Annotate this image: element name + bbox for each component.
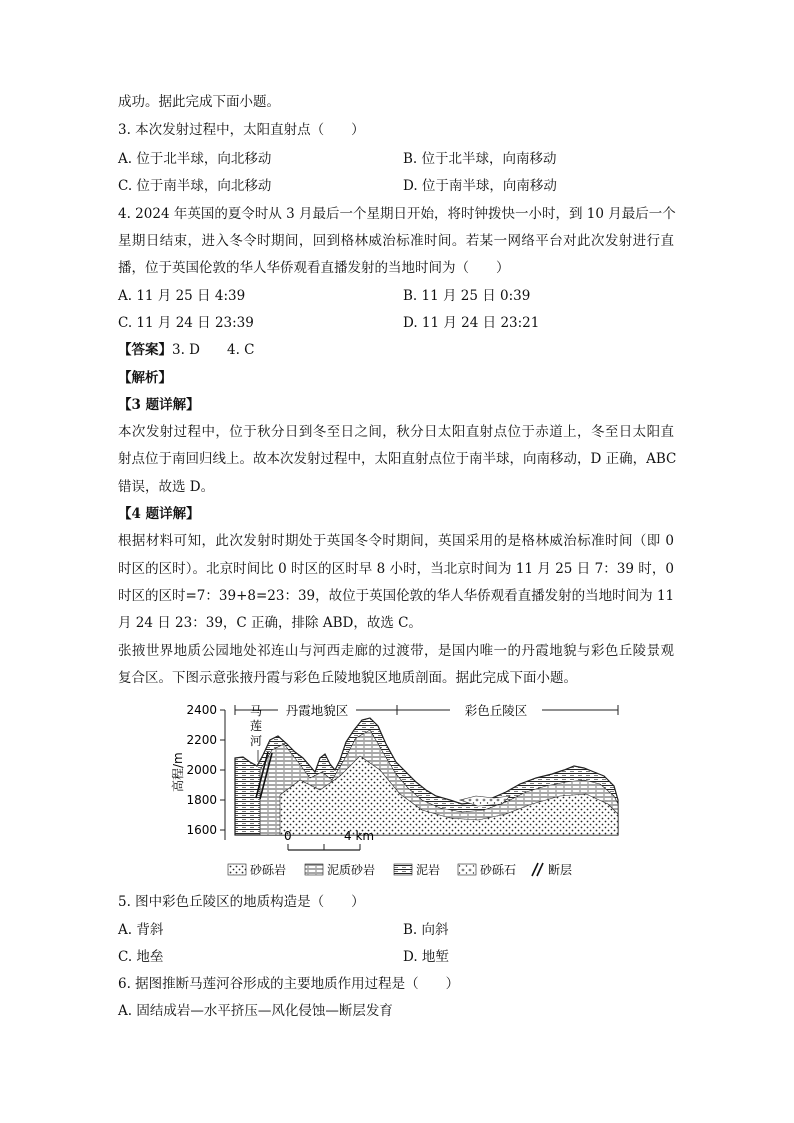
text-line: 成功。据此完成下面小题。 [118,94,280,110]
q6-option-a: A. 固结成岩—水平挤压—风化侵蚀—断层发育 [118,1003,393,1019]
q4-detail-text: 根据材料可知，此次发射时期处于英国冬令时期间，英国采用的是格林威治标准时间（即 0 [118,533,674,549]
answer-label: 【答案】 [118,342,172,358]
legend-swatch-conglomerate [228,864,246,875]
question-5-stem: 5. 图中彩色丘陵区的地质构造是（ ） [118,894,365,910]
legend-label: 断层 [548,863,573,877]
q5-option-c: C. 地垒 [118,949,164,965]
q3-option-b: B. 位于北半球，向南移动 [403,151,557,167]
q4-option-c: C. 11 月 24 日 23:39 [118,315,254,331]
legend-label: 砂砾岩 [250,863,287,877]
region-label-danxia: 丹霞地貌区 [285,703,349,718]
q4-detail-heading: 【4 题详解】 [118,506,200,522]
legend-label: 泥岩 [416,863,441,877]
y-tick-label: 2000 [186,763,217,777]
legend [228,862,572,877]
y-tick-label: 2400 [186,703,217,717]
q3-detail-text: 射点位于南回归线上。故本次发射过程中，太阳直射点位于南半球，向南移动，D 正确，ABC [118,451,677,467]
q3-option-d: D. 位于南半球，向南移动 [403,178,557,194]
q4-detail-text: 时区的区时）。北京时间比 0 时区的区时早 8 小时，当北京时间为 11 月 25 日 7：39 时，0 [118,561,674,577]
question-3-stem: 3. 本次发射过程中，太阳直射点（ ） [118,122,365,138]
q5-option-d: D. 地堑 [403,949,449,965]
answer-text: 3. D 4. C [172,342,255,358]
answer-line [118,340,255,360]
q4-detail-text: 月 24 日 23：39，C 正确，排除 ABD，故选 C。 [118,615,422,631]
geologic-profile-figure [160,700,640,885]
q3-detail-text: 错误，故选 D。 [118,479,215,495]
region-label-caise: 彩色丘陵区 [464,703,528,718]
material-text: 复合区。下图示意张掖丹霞与彩色丘陵地貌区地质剖面。据此完成下面小题。 [118,670,577,686]
q5-option-a: A. 背斜 [118,922,164,938]
river-label: 马莲河 [250,704,263,748]
legend-swatch-silty-sandstone [305,864,323,875]
q4-option-b: B. 11 月 25 日 0:39 [403,288,531,304]
material-text: 张掖世界地质公园地处祁连山与河西走廊的过渡带，是国内唯一的丹霞地貌与彩色丘陵景观 [118,643,674,659]
y-tick-label: 1800 [186,793,217,807]
legend-swatch-gravel [458,864,476,875]
legend-swatch-mudstone [394,864,412,875]
legend-label: 砂砾石 [480,863,517,877]
question-6-stem: 6. 据图推断马莲河谷形成的主要地质作用过程是（ ） [118,976,460,992]
question-4-stem-end: 播，位于英国伦敦的华人华侨观看直播发射的当地时间为（ ） [118,260,510,276]
y-axis-label: 高程/m [171,752,185,792]
q4-option-d: D. 11 月 24 日 23:21 [403,315,540,331]
geologic-profile-svg [160,700,640,885]
q4-detail-text: 时区的区时=7：39+8=23：39，故位于英国伦敦的华人华侨观看直播发射的当地时间为 11 [118,588,675,604]
y-tick-label: 1600 [186,823,217,837]
q3-detail-heading: 【3 题详解】 [118,397,200,413]
legend-label: 泥质砂岩 [327,863,376,877]
q3-option-a: A. 位于北半球，向北移动 [118,151,272,167]
scale-zero: 0 [284,829,292,843]
q5-option-b: B. 向斜 [403,922,449,938]
question-4-stem: 4. 2024 年英国的夏令时从 3 月最后一个星期日开始，将时钟拨快一小时，到 10 月最后一个 [118,206,676,222]
q4-option-a: A. 11 月 25 日 4:39 [118,288,246,304]
q3-detail-text: 本次发射过程中，位于秋分日到冬至日之间，秋分日太阳直射点位于赤道上，冬至日太阳直 [118,424,674,440]
analysis-label: 【解析】 [118,370,172,386]
scale-km: 4 km [344,829,375,843]
question-4-stem-cont: 星期日结束，进入冬令时期间，回到格林威治标准时间。若某一网络平台对此次发射进行直 [118,233,674,249]
q3-option-c: C. 位于南半球，向北移动 [118,178,272,194]
y-tick-label: 2200 [186,733,217,747]
